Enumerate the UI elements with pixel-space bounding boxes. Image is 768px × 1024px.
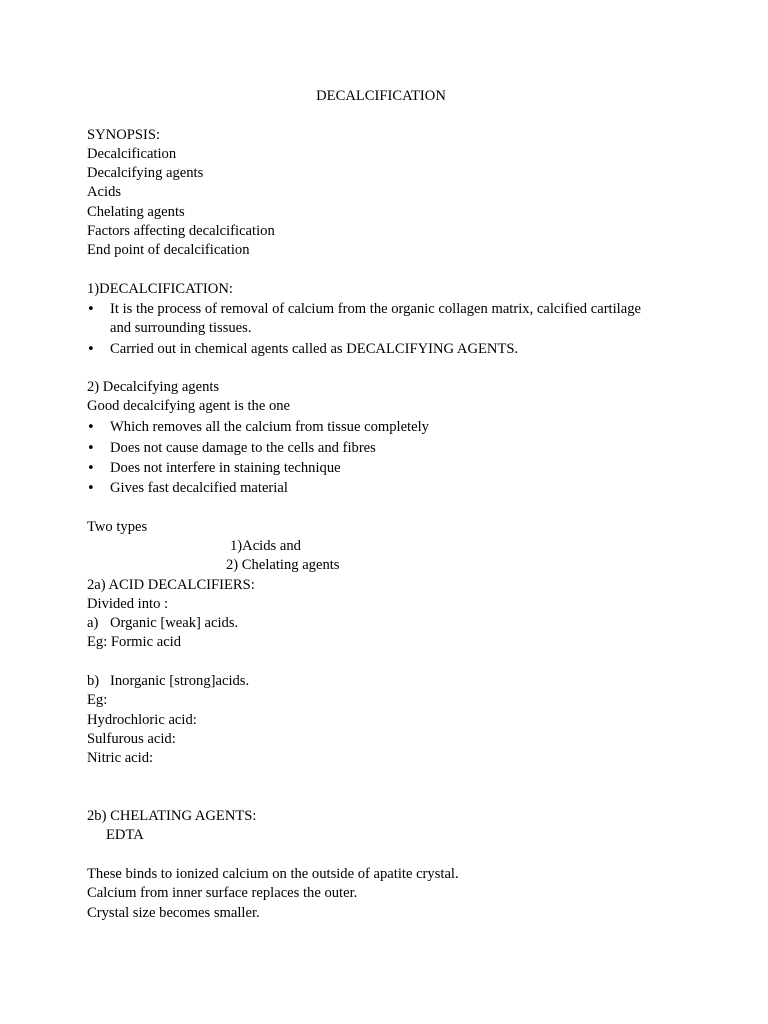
synopsis-heading: SYNOPSIS:: [87, 127, 160, 143]
bullet-icon: •: [87, 302, 95, 317]
bullet-text-continued: and surrounding tissues.: [110, 320, 252, 336]
bullet-text: Does not interfere in staining technique: [110, 460, 341, 476]
bullet-text: Gives fast decalcified material: [110, 480, 288, 496]
list-text: Inorganic [strong]acids.: [110, 673, 250, 689]
acid-item: Sulfurous acid:: [87, 731, 176, 747]
synopsis-item: Decalcification: [87, 146, 177, 162]
example-line: Eg: Formic acid: [87, 634, 182, 650]
bullet-text: It is the process of removal of calcium from the organic collagen matrix, calcified cartilage: [110, 301, 641, 317]
bullet-icon: •: [87, 420, 95, 435]
paragraph-line: These binds to ionized calcium on the outside of apatite crystal.: [87, 866, 459, 882]
bullet-text: Carried out in chemical agents called as DECALCIFYING AGENTS.: [110, 341, 519, 357]
section2-heading: 2) Decalcifying agents: [87, 379, 220, 395]
synopsis-item: Chelating agents: [87, 204, 185, 220]
bullet-text: Which removes all the calcium from tissue completely: [110, 419, 429, 435]
paragraph-line: Crystal size becomes smaller.: [87, 905, 260, 921]
divided-into: Divided into :: [87, 596, 169, 612]
chelating-agent: EDTA: [106, 827, 144, 843]
section2a-heading: 2a) ACID DECALCIFIERS:: [87, 577, 255, 593]
type-item: 2) Chelating agents: [226, 557, 340, 573]
document-title: DECALCIFICATION: [316, 88, 446, 104]
section1-heading: 1)DECALCIFICATION:: [87, 281, 233, 297]
bullet-text: Does not cause damage to the cells and fibres: [110, 440, 376, 456]
type-item: 1)Acids and: [230, 538, 301, 554]
list-marker: b): [87, 673, 100, 689]
bullet-icon: •: [87, 441, 95, 456]
synopsis-item: Decalcifying agents: [87, 165, 204, 181]
list-marker: a): [87, 615, 99, 631]
example-line: Eg:: [87, 692, 108, 708]
section2-intro: Good decalcifying agent is the one: [87, 398, 291, 414]
synopsis-item: Acids: [87, 184, 122, 200]
acid-item: Hydrochloric acid:: [87, 712, 197, 728]
types-label: Two types: [87, 519, 148, 535]
acid-item: Nitric acid:: [87, 750, 154, 766]
bullet-icon: •: [87, 481, 95, 496]
section2b-heading: 2b) CHELATING AGENTS:: [87, 808, 257, 824]
bullet-icon: •: [87, 461, 95, 476]
paragraph-line: Calcium from inner surface replaces the outer.: [87, 885, 358, 901]
list-text: Organic [weak] acids.: [110, 615, 239, 631]
synopsis-item: End point of decalcification: [87, 242, 250, 258]
synopsis-item: Factors affecting decalcification: [87, 223, 275, 239]
bullet-icon: •: [87, 342, 95, 357]
